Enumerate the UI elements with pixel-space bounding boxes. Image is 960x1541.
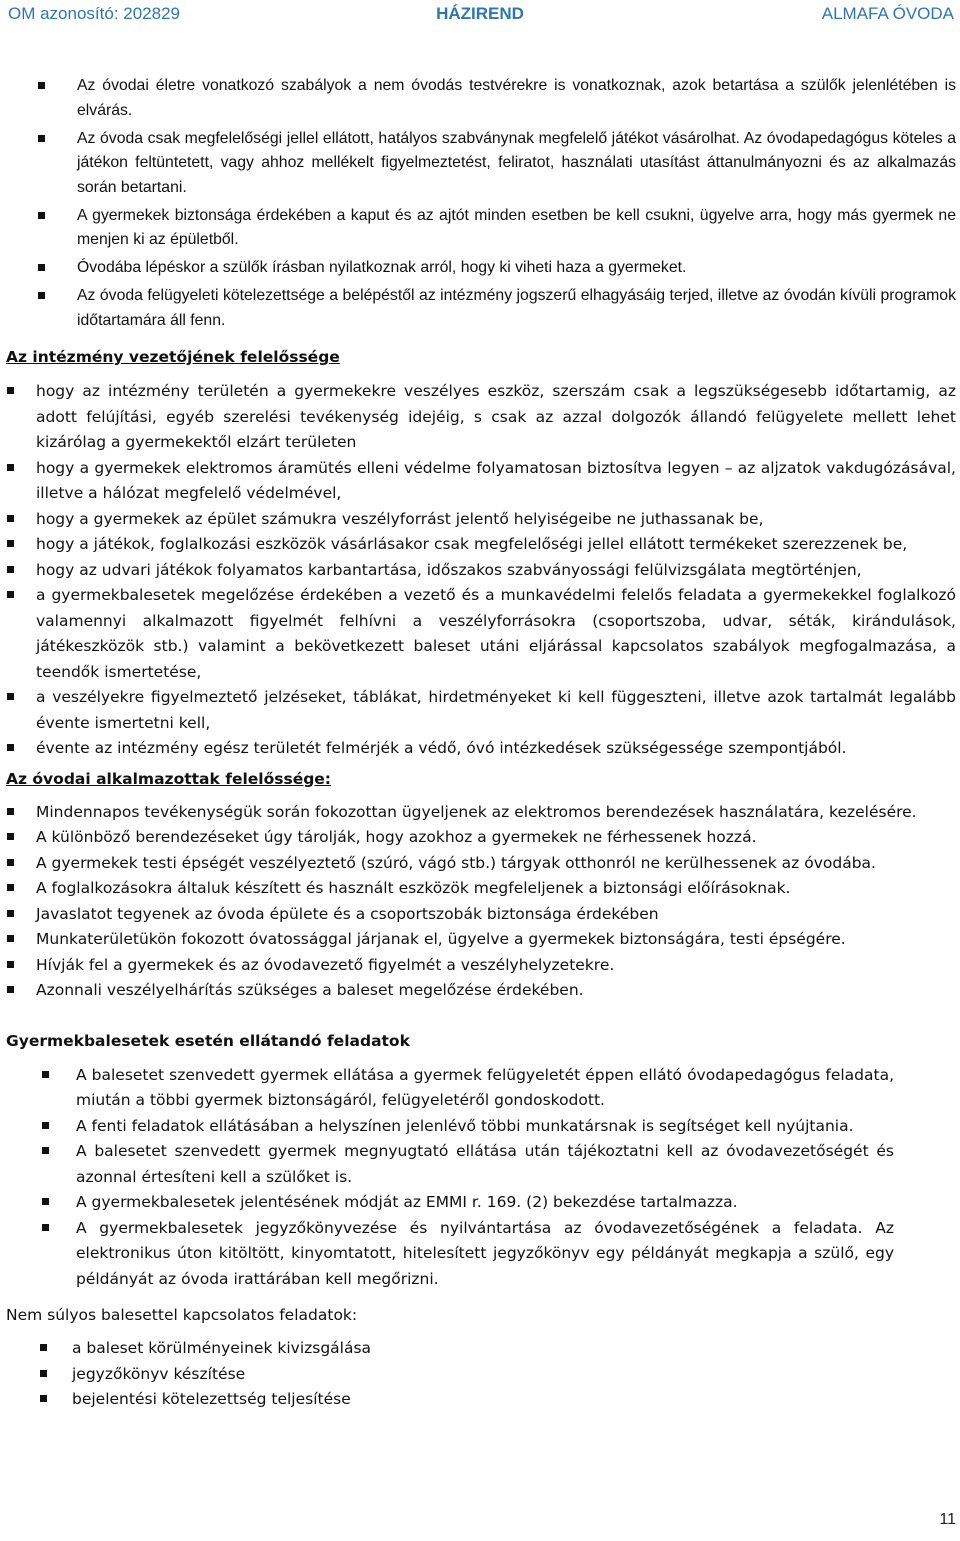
list-item: jegyzőkönyv készítése xyxy=(0,1362,960,1388)
list-item: Munkaterületükön fokozott óvatossággal járjanak el, ügyelve a gyermekek biztonságára, testi épségére. xyxy=(0,927,960,953)
list-item: A gyermekek biztonsága érdekében a kaput és az ajtót minden esetben be kell csukni, ügyelve arra, hogy más gyermek ne menjen ki az épületből. xyxy=(0,204,960,253)
header-school-name: ALMAFA ÓVODA xyxy=(821,4,954,23)
header-om-id: OM azonosító: 202829 xyxy=(8,4,181,23)
list-item: a veszélyekre figyelmeztető jelzéseket, táblákat, hirdetményeket ki kell függeszteni, illetve azok tartalmát legalább évente ismertetni kell, xyxy=(0,685,960,736)
list-item: A gyermekbalesetek jegyzőkönyvezése és nyilvántartása az óvodavezetőségének a feladata. Az elektronikus úton kitöltött, kinyomtatott, hitelesített jegyzőkönyv egy példányát megkapja a szülő, egy példányát az óvoda irattárában kell megőrizni. xyxy=(0,1216,960,1293)
list-item: hogy az udvari játékok folyamatos karbantartása, időszakos szabványossági felülvizsgálata megtörténjen, xyxy=(0,558,960,584)
page-number: 11 xyxy=(939,1511,956,1528)
section-heading-accidents: Gyermekbalesetek esetén ellátandó feladatok xyxy=(6,1031,410,1050)
director-responsibility-list xyxy=(0,379,960,762)
list-item: Az óvodai életre vonatkozó szabályok a nem óvodás testvérekre is vonatkoznak, azok betartása a szülők jelenlétében is elvárás. xyxy=(0,74,960,123)
list-item: Azonnali veszélyelhárítás szükséges a baleset megelőzése érdekében. xyxy=(0,978,960,1004)
list-item: évente az intézmény egész területét felmérjék a védő, óvó intézkedések szükségessége szempontjából. xyxy=(0,736,960,762)
general-rules-list xyxy=(0,74,960,333)
accident-tasks-list xyxy=(0,1063,960,1293)
list-item: A gyermekek testi épségét veszélyeztető (szúró, vágó stb.) tárgyak otthonról ne kerülhessenek az óvodába. xyxy=(0,851,960,877)
list-item: a baleset körülményeinek kivizsgálása xyxy=(0,1336,960,1362)
section-heading-director: Az intézmény vezetőjének felelőssége xyxy=(6,348,340,366)
minor-accident-tasks-list xyxy=(0,1336,960,1413)
header-title: HÁZIREND xyxy=(436,4,524,23)
list-item: A balesetet szenvedett gyermek megnyugtató ellátása után tájékoztatni kell az óvodavezetőségét és azonnal értesíteni kell a szülőket is. xyxy=(0,1139,960,1190)
list-item: hogy a gyermekek elektromos áramütés elleni védelme folyamatosan biztosítva legyen – az aljzatok vakdugózásával, illetve a hálózat megfelelő védelmével, xyxy=(0,456,960,507)
list-item: hogy a gyermekek az épület számukra veszélyforrást jelentő helyiségeibe ne juthassanak be, xyxy=(0,507,960,533)
list-item: Az óvoda felügyeleti kötelezettsége a belépéstől az intézmény jogszerű elhagyásáig terjed, illetve az óvodán kívüli programok időtartamára áll fenn. xyxy=(0,284,960,333)
list-item: a gyermekbalesetek megelőzése érdekében a vezető és a munkavédelmi felelős feladata a gyermekekkel foglalkozó valamennyi alkalmazott figyelmét felhívni a veszélyforrásokra (csoportszoba, udvar, séták, kirándulások, játékeszközök stb.) valamint a bekövetkezett baleset utáni eljárással kapcsolatos szabályok megfogalmazása, a teendők ismertetése, xyxy=(0,583,960,685)
list-item: A balesetet szenvedett gyermek ellátása a gyermek felügyeletét éppen ellátó óvodapedagógus feladata, miután a többi gyermek biztonságáról, felügyeletéről gondoskodott. xyxy=(0,1063,960,1114)
list-item: Óvodába lépéskor a szülők írásban nyilatkoznak arról, hogy ki viheti haza a gyermeket. xyxy=(0,256,960,281)
page-header xyxy=(0,0,960,32)
list-item: A különböző berendezéseket úgy tárolják, hogy azokhoz a gyermekek ne férhessenek hozzá. xyxy=(0,825,960,851)
list-item: Javaslatot tegyenek az óvoda épülete és a csoportszobák biztonsága érdekében xyxy=(0,902,960,928)
list-item: A fenti feladatok ellátásában a helyszínen jelenlévő többi munkatársnak is segítséget kell nyújtania. xyxy=(0,1114,960,1140)
list-item: hogy a játékok, foglalkozási eszközök vásárlásakor csak megfelelőségi jellel ellátott termékeket szerezzenek be, xyxy=(0,532,960,558)
list-item: hogy az intézmény területén a gyermekekre veszélyes eszköz, szerszám csak a legszükségesebb időtartamig, az adott felújítási, egyéb szerelési tevékenység idejéig, s csak az azzal dolgozók állandó felügyelete mellett lehet kizárólag a gyermekektől elzárt területen xyxy=(0,379,960,456)
list-item: Hívják fel a gyermekek és az óvodavezető figyelmét a veszélyhelyzetekre. xyxy=(0,953,960,979)
list-item: bejelentési kötelezettség teljesítése xyxy=(0,1387,960,1413)
list-item: Mindennapos tevékenységük során fokozottan ügyeljenek az elektromos berendezések használatára, kezelésére. xyxy=(0,800,960,826)
list-item: Az óvoda csak megfelelőségi jellel ellátott, hatályos szabványnak megfelelő játékot vásárolhat. Az óvodapedagógus köteles a játékon feltüntetett, vagy ahhoz mellékelt figyelmeztetést, feliratot, használati utasítást áttanulmányozni és az alkalmazás során betartani. xyxy=(0,127,960,201)
document-body xyxy=(0,74,960,1413)
section-heading-minor-accidents: Nem súlyos balesettel kapcsolatos feladatok: xyxy=(6,1306,358,1324)
staff-responsibility-list xyxy=(0,800,960,1004)
list-item: A gyermekbalesetek jelentésének módját az EMMI r. 169. (2) bekezdése tartalmazza. xyxy=(0,1190,960,1216)
list-item: A foglalkozásokra általuk készített és használt eszközök megfeleljenek a biztonsági előírásoknak. xyxy=(0,876,960,902)
section-heading-staff: Az óvodai alkalmazottak felelőssége: xyxy=(6,769,332,788)
